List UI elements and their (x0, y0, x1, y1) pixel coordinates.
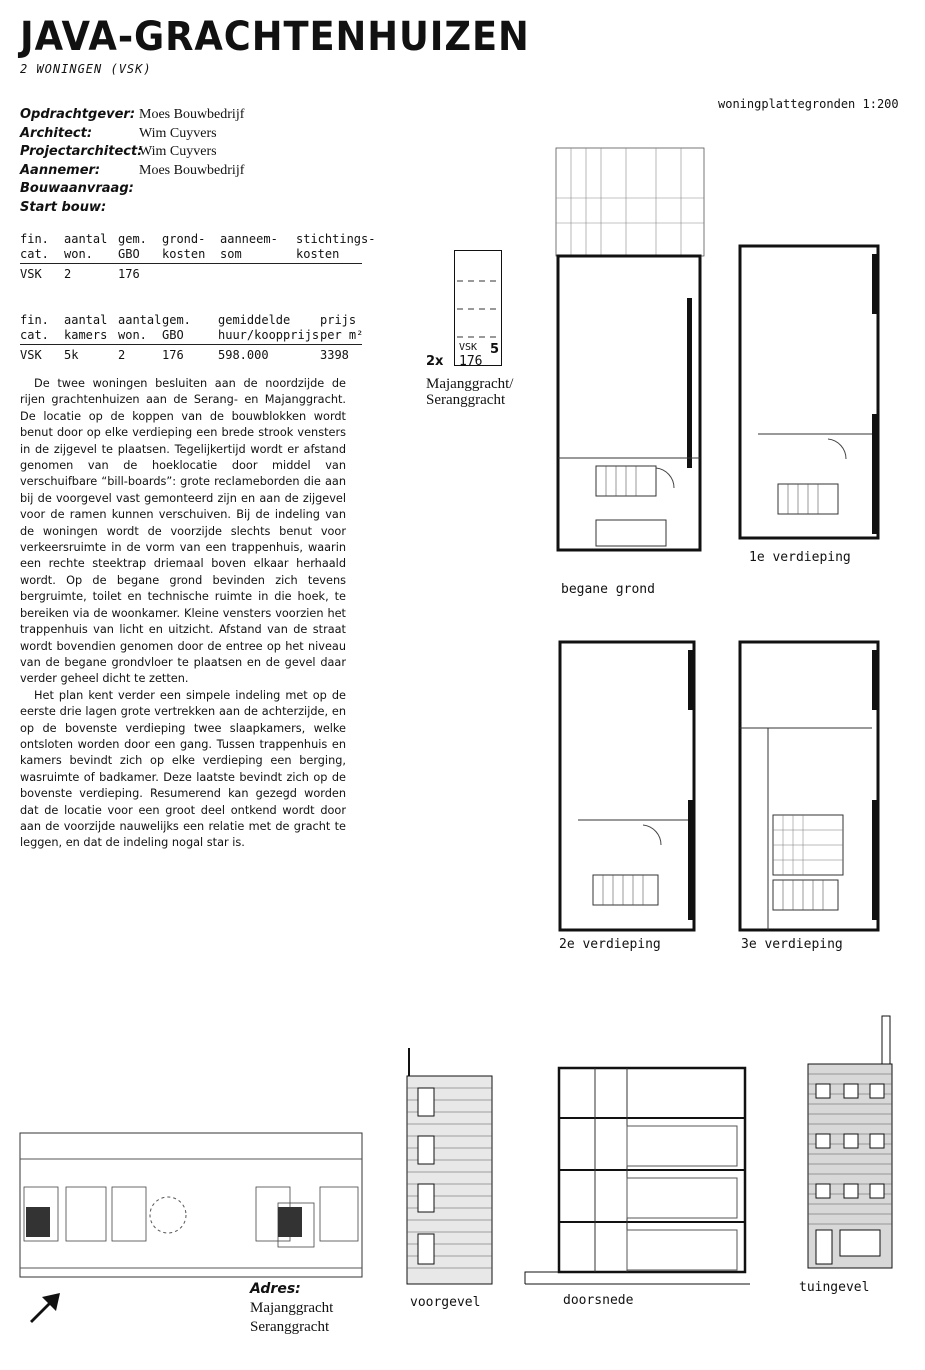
table-cell: VSK (20, 348, 42, 362)
header-cell: aanneem- som (220, 232, 278, 261)
table-row (20, 345, 362, 365)
page-title: JAVA-GRACHTENHUIZEN (20, 14, 530, 60)
cost-table-header (20, 232, 376, 264)
header-cell: aantal won. (64, 232, 108, 261)
label-begane-grond: begane grond (561, 582, 655, 597)
paragraph: Het plan kent verder een simpele indeling met op de eerste drie lagen grote vertrekken aan de achterzijde, en op de bovenste verdieping twee slaapkamers, welke ontsloten worden door een gang. Tussen trappenhuis en kamers bevindt zich op elke verdieping een berging, wasruimte of badkamer. Deze laatste bevindt zich op de bovenste verdieping. Resumerend kan gezegd worden dat de locatie voor een groot deel ontkend wordt door aan de voorzijde nauwelijks een relatie met de gracht te leggen, en dat de indeling nogal star is. (20, 688, 346, 850)
plan-3e-verdieping (738, 640, 883, 935)
scale-note: woningplattegronden 1:200 (718, 97, 899, 111)
label-voorgevel: voorgevel (410, 1295, 481, 1310)
elevation-tuingevel (806, 1016, 896, 1272)
address-line: Seranggracht (250, 1319, 330, 1335)
key-category: VSK (459, 342, 478, 353)
credit-label: Projectarchitect: (20, 144, 143, 159)
key-count: 2x (426, 354, 444, 369)
label-tuingevel: tuingevel (799, 1280, 870, 1295)
credit-label: Architect: (20, 125, 93, 141)
header-cell: aantal kamers (64, 313, 108, 342)
key-gbo: 176 (459, 354, 483, 369)
credit-value: Moes Bouwbedrijf (139, 162, 245, 178)
table-cell: 5k (64, 348, 79, 362)
price-table (20, 313, 362, 365)
table-cell: VSK (20, 267, 42, 281)
table-cell: 598.000 (218, 348, 269, 362)
credit-label: Opdrachtgever: (20, 107, 136, 122)
table-cell: 3398 (320, 348, 349, 362)
credit-value: Moes Bouwbedrijf (139, 107, 245, 122)
label-3e-verdieping: 3e verdieping (741, 937, 843, 952)
credit-row (20, 162, 245, 181)
credit-label: Start bouw: (20, 199, 107, 215)
header-cell: gem. GBO (162, 313, 191, 342)
label-doorsnede: doorsnede (563, 1293, 634, 1308)
address-label: Adres: (250, 1281, 301, 1297)
credit-row (20, 180, 142, 199)
credit-value: Wim Cuyvers (139, 144, 217, 159)
table-row (20, 264, 362, 284)
address-block (250, 1280, 333, 1337)
description-text (20, 376, 346, 852)
paragraph: De twee woningen besluiten aan de noordzijde de rijen grachtenhuizen aan de Serang- en Majanggracht. De locatie op de koppen van de bouwblokken wordt benut door op elke verdieping een brede strook vensters in de zijgevel te plaatsen. Tegelijkertijd wordt er afstand genomen van de hoeklocatie door middel van verschuifbare “bill-boards”: grote reclameborden die aan bij de voorgevel vast gemonteerd zijn en aan de zijgevel voor de ramen kunnen verschuiven. Bij de indeling van de woningen wordt de voorzijde slechts benut voor verkeersruimte in de vorm van een trappenhuis, waarin een rechte steektrap driemaal boven elkaar herhaald wordt. Op de begane grond bevinden zich tevens bergruimte, toilet en technische ruimte in die hoek, te bereiken via de woonkamer. Kleine vensters voorzien het trappenhuis van licht en uitzicht. Afstand van de straat wordt bovendien genomen door de entree op het niveau van de begane grondvloer te plaatsen en de gevel daar verder geheel dicht te zetten. (20, 377, 346, 686)
table-cell: 176 (118, 267, 140, 281)
header-cell: fin. cat. (20, 313, 49, 342)
elevation-voorgevel (404, 1048, 494, 1288)
header-cell: aantal won. (118, 313, 162, 342)
table-cell: 176 (162, 348, 184, 362)
page-subtitle: 2 WONINGEN (VSK) (20, 62, 152, 76)
credit-value: Wim Cuyvers (139, 125, 217, 141)
credit-row (20, 143, 217, 162)
credit-row (20, 199, 142, 218)
address-line: Majanggracht (250, 1300, 334, 1316)
credit-label: Bouwaanvraag: (20, 181, 134, 196)
plan-2e-verdieping (558, 640, 700, 935)
key-rooms: 5 (490, 342, 500, 357)
header-cell: stichtings- kosten (296, 232, 376, 261)
plan-1e-verdieping (738, 244, 883, 544)
header-cell: gemiddelde huur/koopprijs (218, 313, 320, 342)
header-cell: grond- kosten (162, 232, 206, 261)
cost-table (20, 232, 376, 284)
north-arrow-icon (30, 1293, 60, 1323)
section-doorsnede (555, 1066, 750, 1288)
label-2e-verdieping: 2e verdieping (559, 937, 661, 952)
table-cell: 2 (64, 267, 72, 281)
table-cell: 2 (118, 348, 126, 362)
header-cell: prijs per m² (320, 313, 364, 342)
credit-row (20, 125, 217, 144)
price-table-header (20, 313, 362, 345)
header-cell: fin. cat. (20, 232, 49, 261)
key-street: Majanggracht/ Seranggracht (426, 376, 514, 408)
credits-list (20, 106, 245, 217)
plan-begane-grond (556, 148, 706, 560)
header-cell: gem. GBO (118, 232, 147, 261)
label-1e-verdieping: 1e verdieping (749, 550, 851, 565)
credit-row (20, 106, 245, 125)
credit-label: Aannemer: (20, 162, 101, 178)
